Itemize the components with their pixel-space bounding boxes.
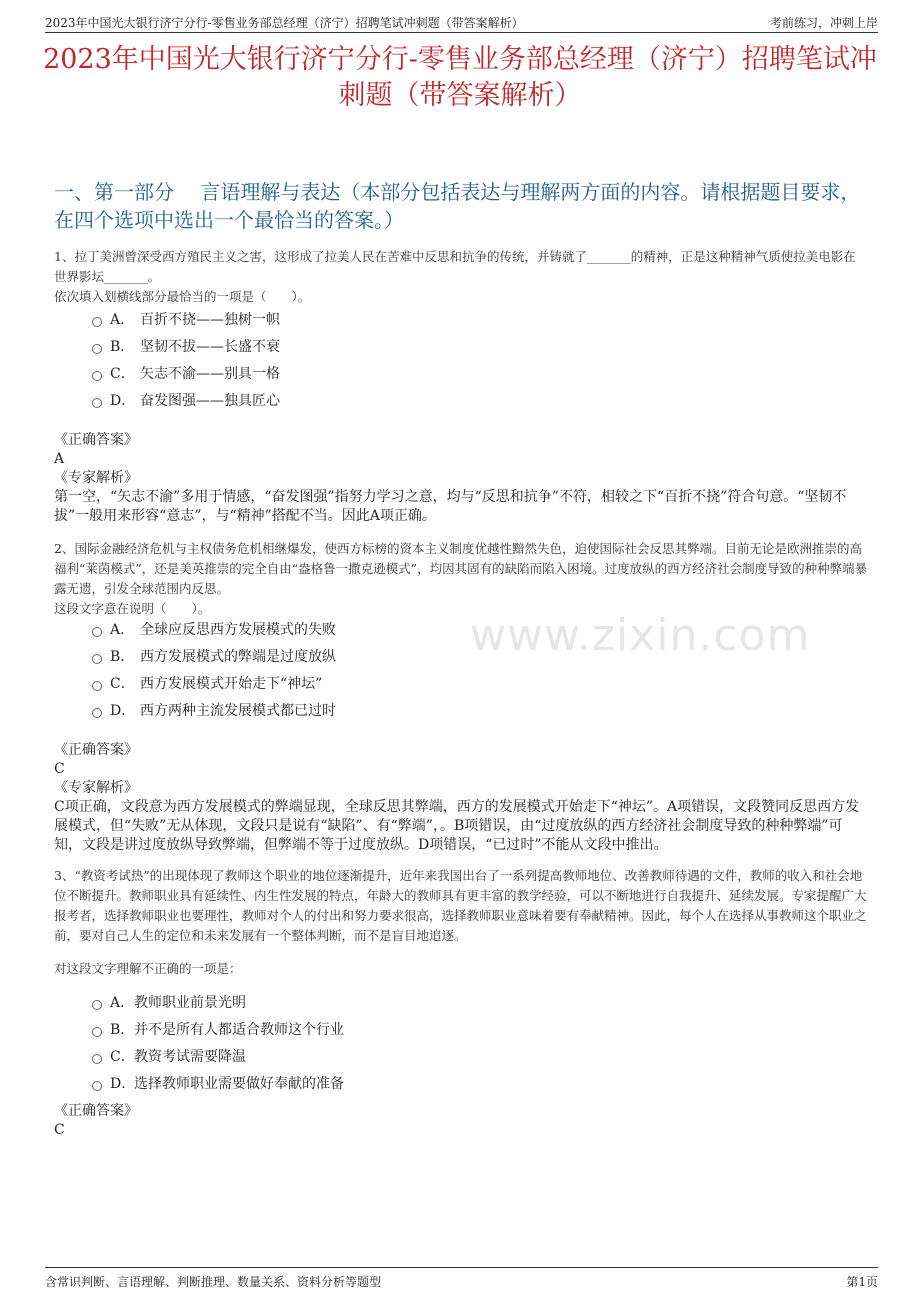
question-1-answer bbox=[54, 431, 868, 526]
radio-icon[interactable] bbox=[92, 398, 102, 408]
option-b[interactable]: B． 并不是所有人都适合教师这个行业 bbox=[92, 1015, 344, 1042]
question-prompt: 这段文字意在说明（ ）。 bbox=[54, 601, 211, 616]
analysis-text: 第一空，“矢志不渝”多用于情感，“奋发图强”指努力学习之意，均与“反思和抗争”不符，相较之下“百折不挠”符合句意。“坚韧不拔”一般用来形容“意志”，与“精神”搭配不当。因此A项正确。 bbox=[54, 489, 847, 524]
header-doc-title: 2023年中国光大银行济宁分行-零售业务部总经理（济宁）招聘笔试冲刺题（带答案解析） bbox=[45, 16, 524, 30]
radio-icon[interactable] bbox=[92, 1081, 102, 1091]
radio-icon[interactable] bbox=[92, 317, 102, 327]
watermark: www.zixin.com bbox=[470, 610, 811, 661]
option-c[interactable]: C． 教资考试需要降温 bbox=[92, 1042, 344, 1069]
radio-icon[interactable] bbox=[92, 1054, 102, 1064]
section-heading: 一、第一部分 言语理解与表达（本部分包括表达与理解两方面的内容。请根据题目要求，在四个选项中选出一个最恰当的答案。） bbox=[54, 180, 861, 232]
answer-value: C bbox=[54, 1122, 65, 1138]
header-slogan: 考前练习，冲刺上岸 bbox=[769, 16, 878, 30]
option-a[interactable]: A． 全球应反思西方发展模式的失败 bbox=[92, 615, 336, 642]
question-3-answer bbox=[54, 1102, 868, 1140]
radio-icon[interactable] bbox=[92, 681, 102, 691]
question-stem: 1、拉丁美洲曾深受西方殖民主义之害，这形成了拉美人民在苦难中反思和抗争的传统，并铸就了_______的精神，正是这种精神气质使拉美电影在世界影坛_______。 bbox=[54, 249, 856, 284]
answer-label: 《正确答案》 bbox=[54, 432, 138, 448]
option-c[interactable]: C． 西方发展模式开始走下“神坛” bbox=[92, 669, 336, 696]
option-b[interactable]: B． 西方发展模式的弊端是过度放纵 bbox=[92, 642, 336, 669]
radio-icon[interactable] bbox=[92, 654, 102, 664]
question-1 bbox=[54, 247, 868, 307]
question-stem: 2、国际金融经济危机与主权债务危机相继爆发，使西方标榜的资本主义制度优越性黯然失色，迫使国际社会反思其弊端。目前无论是欧洲推崇的高福利“莱茵模式”，还是美英推崇的完全自由“盎格鲁一撒克逊模式”，均因其固有的缺陷而陷入困境。过度放纵的西方经济社会制度导致的种种弊端暴露无遗，引发全球范围内反思。 bbox=[54, 541, 868, 596]
question-stem: 3、“教资考试热”的出现体现了教师这个职业的地位逐渐提升，近年来我国出台了一系列提高教师地位、改善教师待遇的文件，教师的收入和社会地位不断提升。教师职业具有延续性、内生性发展的特点，年龄大的教师具有更丰富的教学经验，可以不断地进行自我提升、延续发展。专家提醒广大报考者，选择教师职业也要理性，教师对个人的付出和努力要求很高，选择教师职业意味着要有奉献精神。因此，每个人在选择从事教师这个职业之前，要对自己人生的定位和未来发展有一个整体判断，而不是盲目地追逐。 bbox=[54, 868, 867, 943]
option-b[interactable]: B． 坚韧不拔——长盛不衰 bbox=[92, 332, 280, 359]
question-prompt: 依次填入划横线部分最恰当的一项是（ ）。 bbox=[54, 289, 311, 304]
radio-icon[interactable] bbox=[92, 627, 102, 637]
question-prompt: 对这段文字理解不正确的一项是： bbox=[54, 961, 242, 976]
radio-icon[interactable] bbox=[92, 371, 102, 381]
analysis-text: C项正确，文段意为西方发展模式的弊端显现，全球反思其弊端，西方的发展模式开始走下“神坛”。A项错误，文段赞同反思西方发展模式，但“失败”无从体现，文段只是说有“缺陷”、有“弊端”，。B项错误，由“过度放纵的西方经济社会制度导致的种种弊端”可知，文段是讲过度放纵导致弊端，但弊端不等于过度放纵。D项错误，“已过时”不能从文段中推出。 bbox=[54, 799, 860, 853]
document-title: 2023年中国光大银行济宁分行-零售业务部总经理（济宁）招聘笔试冲刺题（带答案解析） bbox=[43, 44, 877, 111]
answer-value: C bbox=[54, 761, 65, 777]
question-2-answer bbox=[54, 741, 868, 855]
answer-value: A bbox=[54, 451, 65, 467]
question-2-options bbox=[92, 615, 336, 723]
option-a[interactable]: A． 教师职业前景光明 bbox=[92, 988, 344, 1015]
question-1-options bbox=[92, 305, 280, 413]
question-2 bbox=[54, 539, 868, 619]
page-number: 第1页 bbox=[846, 1275, 878, 1289]
option-d[interactable]: D． 奋发图强——独具匠心 bbox=[92, 386, 280, 413]
page-header bbox=[45, 10, 878, 33]
option-d[interactable]: D． 选择教师职业需要做好奉献的准备 bbox=[92, 1069, 344, 1096]
radio-icon[interactable] bbox=[92, 708, 102, 718]
question-3 bbox=[54, 866, 868, 979]
footer-topics: 含常识判断、言语理解、判断推理、数量关系、资料分析等题型 bbox=[45, 1275, 382, 1289]
question-3-options bbox=[92, 988, 344, 1096]
radio-icon[interactable] bbox=[92, 344, 102, 354]
option-a[interactable]: A． 百折不挠——独树一帜 bbox=[92, 305, 280, 332]
option-c[interactable]: C． 矢志不渝——别具一格 bbox=[92, 359, 280, 386]
answer-label: 《正确答案》 bbox=[54, 1103, 138, 1119]
radio-icon[interactable] bbox=[92, 1000, 102, 1010]
analysis-label: 《专家解析》 bbox=[54, 780, 138, 796]
option-d[interactable]: D． 西方两种主流发展模式都已过时 bbox=[92, 696, 336, 723]
radio-icon[interactable] bbox=[92, 1027, 102, 1037]
page-footer bbox=[45, 1267, 878, 1290]
analysis-label: 《专家解析》 bbox=[54, 470, 138, 486]
answer-label: 《正确答案》 bbox=[54, 742, 138, 758]
